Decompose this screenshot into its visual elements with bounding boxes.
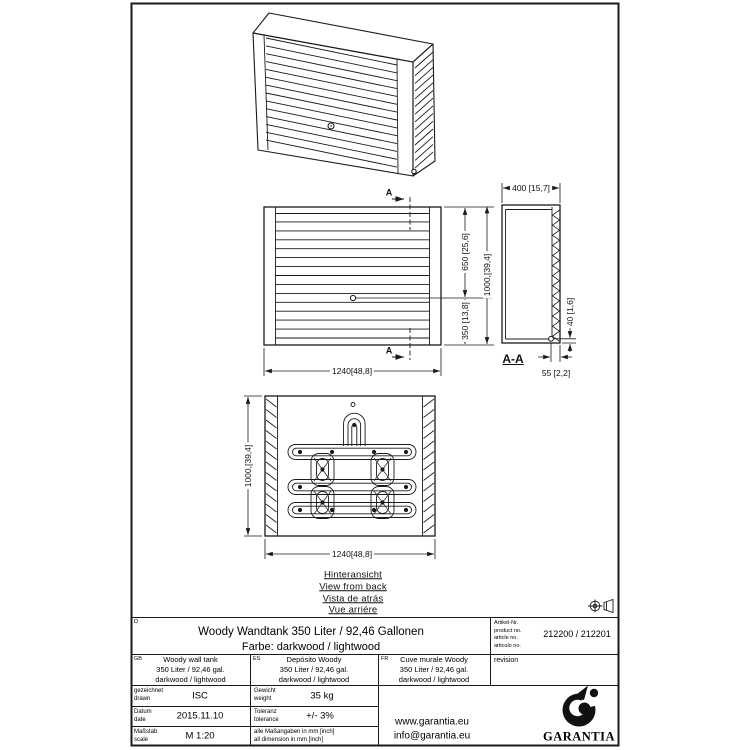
drawn-label-en: drawn <box>134 695 151 702</box>
dim-back-height: 1000,[39,4] <box>242 444 253 488</box>
dim-front-lower-height: 350 [13,8] <box>459 302 470 340</box>
date-value: 2015.11.10 <box>176 710 224 722</box>
lang-code-gb: GB <box>134 656 142 662</box>
perspective-view-drawing <box>253 13 435 176</box>
scale-label-en: scale <box>134 736 149 743</box>
lang-code-es: ES <box>253 656 261 662</box>
weight-label <box>254 688 276 703</box>
units-note <box>254 729 334 744</box>
article-no-labels <box>494 620 522 650</box>
fr-line2: 350 Liter / 92,46 gal. <box>399 664 469 674</box>
article-label-es: articulo no. <box>494 642 521 649</box>
website-text: www.garantia.eu <box>395 716 469 728</box>
fr-line3: darkwood / lightwood <box>398 674 470 684</box>
es-line1: Depósito Woody <box>286 655 342 664</box>
view-caption-es: Vista de atrás <box>322 593 384 605</box>
weight-value: 35 kg <box>310 690 334 702</box>
tolerance-value: +/- 3% <box>306 710 334 722</box>
tolerance-label-en: tolerance <box>254 716 279 723</box>
side-view-section-drawing <box>502 183 576 362</box>
article-label-de: Artikel-Nr. <box>494 620 519 626</box>
units-note-en: all dimension in mm [inch] <box>254 736 324 743</box>
email-text: info@garantia.eu <box>393 730 471 742</box>
molded-tank-structure <box>288 413 416 518</box>
section-view-label: A-A <box>502 352 524 366</box>
drawn-value: ISC <box>192 690 208 702</box>
view-caption-fr: Vue arriére <box>328 604 378 616</box>
back-view-drawing <box>244 396 435 559</box>
date-label-en: date <box>134 716 146 723</box>
drawn-label <box>134 688 163 703</box>
drawing-title-line1: Woody Wandtank 350 Liter / 92,46 Gallonen <box>198 626 424 638</box>
weight-label-de: Gewicht <box>254 688 276 694</box>
lang-code-fr: FR <box>381 656 389 662</box>
es-line3: darkwood / lightwood <box>278 674 350 684</box>
tolerance-label-de: Toleranz <box>254 709 277 715</box>
dim-front-width: 1240[48,8] <box>331 365 373 376</box>
dim-outlet-offset: 55 [2,2] <box>541 367 571 378</box>
drawn-label-de: gezeichnet <box>134 688 164 694</box>
hanging-hole <box>351 403 355 407</box>
dim-total-height: 1000,[39,4] <box>481 253 492 297</box>
section-marker-bottom: A <box>385 345 393 356</box>
section-marker-top: A <box>385 187 393 198</box>
weight-label-en: weight <box>254 695 272 702</box>
date-label-de: Datum <box>134 709 152 715</box>
outlet-side <box>549 336 554 341</box>
view-caption-en: View from back <box>319 581 387 593</box>
tap-hole-front <box>350 295 355 300</box>
front-view-drawing <box>264 197 494 376</box>
louver-zigzag <box>553 210 560 341</box>
article-label-en2: article no. <box>494 635 518 642</box>
drawing-title-line2: Farbe: darkwood / lightwood <box>241 641 381 653</box>
brand-wordmark: GARANTIA <box>542 729 616 744</box>
gb-line3: darkwood / lightwood <box>155 674 226 684</box>
dim-back-width: 1240[48,8] <box>331 548 373 559</box>
outlet-perspective <box>412 169 416 173</box>
scale-label-de: Maßstab <box>134 729 158 735</box>
view-caption-de: Hinteransicht <box>323 569 383 581</box>
tolerance-label <box>254 709 279 724</box>
garantia-logo-mark <box>563 686 603 727</box>
lang-cell-es <box>250 655 378 685</box>
article-number-value: 212200 / 212201 <box>543 629 611 639</box>
es-line2: 350 Liter / 92,46 gal. <box>279 664 349 674</box>
first-angle-projection-icon <box>588 600 613 613</box>
date-label <box>134 709 152 724</box>
units-note-de: alle Maßangaben in mm [inch] <box>254 729 335 735</box>
revision-label: revision <box>494 657 519 664</box>
fr-line1: Cuve murale Woody <box>400 655 468 664</box>
gb-line1: Woody wall tank <box>163 655 218 664</box>
scale-label <box>134 729 157 744</box>
scale-value: M 1:20 <box>185 730 215 742</box>
dim-side-depth: 400 [15,7] <box>512 182 550 193</box>
lang-code-d: D <box>134 619 138 625</box>
lang-cell-gb <box>131 655 250 685</box>
dim-outlet-height: 40 [1,6] <box>564 297 575 327</box>
dim-front-upper-height: 650 [25,6] <box>459 233 470 271</box>
article-label-en: product no. <box>494 627 522 634</box>
gb-line2: 350 Liter / 92,46 gal. <box>156 664 225 674</box>
lang-cell-fr <box>378 655 490 685</box>
